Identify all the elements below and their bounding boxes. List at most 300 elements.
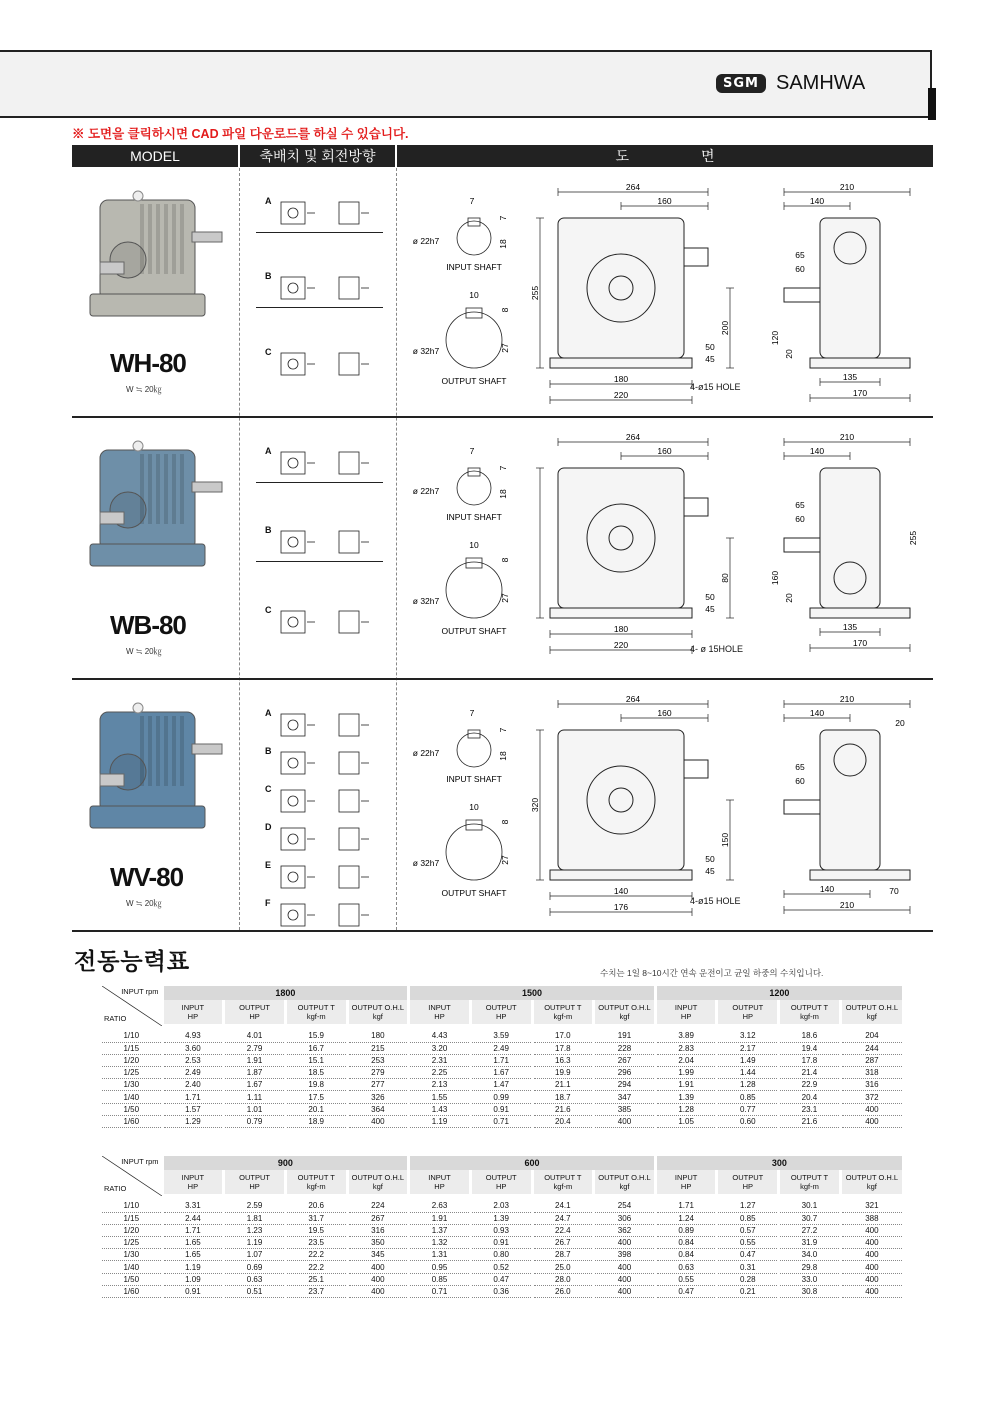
mount-diagram-icon (275, 529, 375, 557)
table-cell: 398 (594, 1249, 656, 1261)
dimension-label: 60 (795, 264, 805, 274)
table-cell: 30.7 (779, 1212, 841, 1224)
output-shaft-label: OUTPUT SHAFT (441, 888, 507, 898)
table-cell: 17.5 (285, 1091, 347, 1103)
table-cell: 400 (840, 1103, 902, 1115)
hole-label: 4-ø15 HOLE (690, 896, 741, 906)
table-note: 수치는 1일 8~10시간 연속 운전이고 균일 하중의 수치입니다. (600, 968, 824, 978)
ratio-cell: 1/15 (102, 1042, 162, 1054)
table-cell: 16.3 (532, 1054, 594, 1066)
dimension-label: 220 (613, 390, 629, 400)
table-cell: 28.7 (532, 1249, 594, 1261)
table-cell: 1.44 (717, 1067, 779, 1079)
dimension-label: 135 (842, 622, 858, 632)
mount-variant-label: F (265, 898, 271, 908)
table-cell: 0.55 (655, 1273, 717, 1285)
table-cell: 400 (347, 1115, 409, 1127)
table-cell: 17.8 (779, 1054, 841, 1066)
table-cell: 1.87 (224, 1067, 286, 1079)
mount-variant-label: C (265, 346, 272, 357)
column-sub-header: OUTPUT T kgf-m (532, 1000, 594, 1024)
table-cell: 15.9 (285, 1030, 347, 1042)
table-cell: 1.31 (409, 1249, 471, 1261)
dimension-label: 10 (469, 290, 479, 300)
table-cell: 0.47 (470, 1273, 532, 1285)
table-row (102, 1273, 902, 1285)
rpm-group-header: 600 (409, 1156, 656, 1170)
ratio-cell: 1/30 (102, 1249, 162, 1261)
model-name: WH-80 (110, 348, 186, 378)
table-cell: 204 (840, 1030, 902, 1042)
dimension-label: 140 (809, 446, 825, 456)
table-cell: 345 (347, 1249, 409, 1261)
table-cell: 3.89 (655, 1030, 717, 1042)
table-cell: 1.01 (224, 1103, 286, 1115)
table-cell: 21.6 (532, 1103, 594, 1115)
dimension-label: 8 (500, 819, 510, 825)
input-shaft-label: INPUT SHAFT (446, 774, 502, 784)
column-header-drawing: 도면 (397, 145, 933, 167)
table-cell: 1.09 (162, 1273, 224, 1285)
dimension-label: 140 (613, 886, 629, 896)
table-cell: 16.7 (285, 1042, 347, 1054)
table-cell: 400 (594, 1115, 656, 1127)
table-cell: 22.4 (532, 1224, 594, 1236)
column-sub-header: INPUT HP (655, 1170, 717, 1194)
table-cell: 228 (594, 1042, 656, 1054)
model-weight: W ≒ 20㎏ (126, 647, 162, 656)
dimension-label: 27 (500, 343, 510, 353)
dimension-label: 320 (530, 797, 540, 813)
table-row (102, 1285, 902, 1297)
table-cell: 0.95 (409, 1261, 471, 1273)
table-cell: 1.67 (224, 1079, 286, 1091)
column-header-model: MODEL (72, 145, 238, 167)
ratio-caption: RATIO (104, 1184, 127, 1193)
dimension-label: 150 (720, 832, 730, 848)
table-cell: 1.81 (224, 1212, 286, 1224)
table-cell: 400 (840, 1273, 902, 1285)
table-cell: 316 (347, 1224, 409, 1236)
dimension-label: 135 (842, 372, 858, 382)
dimension-label: 18 (498, 751, 508, 761)
ratio-cell: 1/20 (102, 1224, 162, 1236)
output-shaft-label: OUTPUT SHAFT (441, 376, 507, 386)
dimension-label: 70 (889, 886, 899, 896)
table-cell: 1.29 (162, 1115, 224, 1127)
ratio-cell: 1/60 (102, 1115, 162, 1127)
dimension-label: 176 (613, 902, 629, 912)
column-sub-header: OUTPUT O.H.L kgf (840, 1170, 902, 1194)
table-cell: 267 (347, 1212, 409, 1224)
input-shaft-label: INPUT SHAFT (446, 262, 502, 272)
table-cell: 3.12 (717, 1030, 779, 1042)
table-row (102, 1054, 902, 1066)
brand-logo: SGM (716, 74, 766, 93)
table-cell: 400 (594, 1261, 656, 1273)
table-cell: 24.1 (532, 1200, 594, 1212)
table-cell: 25.1 (285, 1273, 347, 1285)
table-cell: 400 (840, 1224, 902, 1236)
mount-diagram-icon (275, 609, 375, 637)
table-cell: 1.27 (717, 1200, 779, 1212)
table-cell: 20.1 (285, 1103, 347, 1115)
table-cell: 0.47 (655, 1285, 717, 1297)
table-cell: 1.91 (409, 1212, 471, 1224)
dimension-label: 8 (500, 557, 510, 563)
gearbox-photo (80, 432, 230, 582)
table-cell: 400 (840, 1115, 902, 1127)
table-cell: 18.7 (532, 1091, 594, 1103)
table-cell: 316 (840, 1079, 902, 1091)
table-cell: 31.9 (779, 1237, 841, 1249)
front-view-drawing (520, 178, 750, 408)
table-corner-header (102, 1156, 162, 1194)
column-sub-header: OUTPUT T kgf-m (285, 1170, 347, 1194)
table-cell: 2.03 (470, 1200, 532, 1212)
table-cell: 0.79 (224, 1115, 286, 1127)
table-cell: 1.91 (655, 1079, 717, 1091)
rpm-group-header: 1200 (655, 986, 902, 1000)
table-cell: 1.55 (409, 1091, 471, 1103)
dimension-label: 60 (795, 776, 805, 786)
table-cell: 18.9 (285, 1115, 347, 1127)
dimension-label: 65 (795, 250, 805, 260)
model-weight: W ≒ 20㎏ (126, 899, 162, 908)
table-cell: 254 (594, 1200, 656, 1212)
table-cell: 0.84 (655, 1237, 717, 1249)
table-cell: 0.85 (409, 1273, 471, 1285)
table-cell: 1.19 (224, 1237, 286, 1249)
column-divider (239, 168, 240, 930)
table-cell: 400 (594, 1237, 656, 1249)
row-separator (72, 678, 933, 680)
table-cell: 0.57 (717, 1224, 779, 1236)
table-cell: 2.31 (409, 1054, 471, 1066)
table-cell: 19.9 (532, 1067, 594, 1079)
output-shaft-label: OUTPUT SHAFT (441, 626, 507, 636)
dimension-label: 45 (705, 354, 715, 364)
table-cell: 4.43 (409, 1030, 471, 1042)
ratio-cell: 1/10 (102, 1030, 162, 1042)
ratio-cell: 1/15 (102, 1212, 162, 1224)
column-sub-header: OUTPUT O.H.L kgf (594, 1000, 656, 1024)
column-sub-header: INPUT HP (409, 1000, 471, 1024)
dimension-label: 80 (720, 573, 730, 583)
table-cell: 1.65 (162, 1249, 224, 1261)
table-cell: 30.1 (779, 1200, 841, 1212)
table-row (102, 1237, 902, 1249)
column-sub-header: OUTPUT HP (717, 1170, 779, 1194)
table-cell: 22.2 (285, 1249, 347, 1261)
table-cell: 26.0 (532, 1285, 594, 1297)
column-sub-header: OUTPUT HP (470, 1170, 532, 1194)
column-header-mount: 축배치 및 회전방향 (240, 145, 395, 167)
table-cell: 318 (840, 1067, 902, 1079)
table-cell: 2.63 (409, 1200, 471, 1212)
dimension-label: 264 (625, 694, 641, 704)
table-cell: 400 (594, 1285, 656, 1297)
table-cell: 23.5 (285, 1237, 347, 1249)
column-divider (396, 168, 397, 930)
dimension-label: 140 (819, 884, 835, 894)
table-cell: 362 (594, 1224, 656, 1236)
shaft-drawing (404, 190, 514, 400)
mount-separator (256, 307, 383, 308)
column-sub-header: OUTPUT HP (224, 1170, 286, 1194)
cad-download-notice: ※ 도면을 클릭하시면 CAD 파일 다운로드를 하실 수 있습니다. (72, 127, 409, 141)
table-cell: 253 (347, 1054, 409, 1066)
dimension-label: 50 (705, 342, 715, 352)
dimension-label: ø 22h7 (412, 748, 440, 758)
table-cell: 2.49 (470, 1042, 532, 1054)
column-sub-header: OUTPUT O.H.L kgf (594, 1170, 656, 1194)
table-cell: 2.59 (224, 1200, 286, 1212)
mount-diagram-icon (275, 450, 375, 478)
table-cell: 4.93 (162, 1030, 224, 1042)
table-cell: 215 (347, 1042, 409, 1054)
table-cell: 0.99 (470, 1091, 532, 1103)
dimension-label: 65 (795, 762, 805, 772)
table-cell: 0.55 (717, 1237, 779, 1249)
input-shaft-label: INPUT SHAFT (446, 512, 502, 522)
table-cell: 2.53 (162, 1054, 224, 1066)
table-cell: 1.99 (655, 1067, 717, 1079)
table-cell: 0.47 (717, 1249, 779, 1261)
column-sub-header: OUTPUT HP (470, 1000, 532, 1024)
table-cell: 400 (840, 1237, 902, 1249)
table-cell: 1.71 (655, 1200, 717, 1212)
dimension-label: 160 (657, 196, 672, 206)
table-row (102, 1042, 902, 1054)
table-row (102, 1115, 902, 1127)
column-sub-header: OUTPUT O.H.L kgf (840, 1000, 902, 1024)
table-cell: 17.0 (532, 1030, 594, 1042)
table-cell: 31.7 (285, 1212, 347, 1224)
dimension-label: 210 (839, 182, 855, 192)
table-cell: 25.0 (532, 1261, 594, 1273)
table-cell: 1.23 (224, 1224, 286, 1236)
table-cell: 224 (347, 1200, 409, 1212)
table-cell: 0.85 (717, 1212, 779, 1224)
table-cell: 347 (594, 1091, 656, 1103)
dimension-label: 18 (498, 489, 508, 499)
table-cell: 0.91 (470, 1237, 532, 1249)
table-cell: 2.17 (717, 1042, 779, 1054)
table-cell: 400 (840, 1261, 902, 1273)
dimension-label: 45 (705, 866, 715, 876)
dimension-label: 170 (852, 388, 868, 398)
mount-variant-label: B (265, 746, 272, 756)
banner-corner-mark (928, 88, 936, 120)
ratio-cell: 1/30 (102, 1079, 162, 1091)
table-cell: 267 (594, 1054, 656, 1066)
dimension-label: ø 22h7 (412, 236, 440, 246)
table-cell: 0.71 (470, 1115, 532, 1127)
table-cell: 0.63 (655, 1261, 717, 1273)
mount-separator (256, 482, 383, 483)
dimension-label: 255 (530, 285, 540, 301)
dimension-label: 170 (852, 638, 868, 648)
dimension-label: 7 (469, 446, 475, 456)
table-cell: 306 (594, 1212, 656, 1224)
dimension-label: 65 (795, 500, 805, 510)
gearbox-photo (80, 694, 230, 844)
table-row (102, 1103, 902, 1115)
dimension-label: 27 (500, 593, 510, 603)
mount-variant-label: A (265, 196, 272, 206)
dimension-label: ø 32h7 (412, 858, 440, 868)
model-name: WB-80 (110, 610, 186, 640)
table-cell: 20.4 (532, 1115, 594, 1127)
dimension-label: 200 (720, 320, 730, 336)
rpm-group-header: 1800 (162, 986, 409, 1000)
brand-name: SAMHWA (775, 72, 866, 94)
rpm-group-header: 900 (162, 1156, 409, 1170)
shaft-drawing (404, 702, 514, 912)
table-cell: 30.8 (779, 1285, 841, 1297)
table-cell: 0.36 (470, 1285, 532, 1297)
table-cell: 296 (594, 1067, 656, 1079)
dimension-label: 210 (839, 432, 855, 442)
side-view-drawing (770, 690, 920, 920)
table-cell: 1.07 (224, 1249, 286, 1261)
ratio-cell: 1/50 (102, 1273, 162, 1285)
table-cell: 1.28 (717, 1079, 779, 1091)
table-cell: 2.40 (162, 1079, 224, 1091)
table-cell: 20.6 (285, 1200, 347, 1212)
mount-diagram-icon (275, 275, 375, 303)
table-cell: 0.77 (717, 1103, 779, 1115)
table-cell: 2.13 (409, 1079, 471, 1091)
column-sub-header: OUTPUT T kgf-m (532, 1170, 594, 1194)
table-cell: 28.0 (532, 1273, 594, 1285)
mount-variant-label: B (265, 525, 272, 536)
table-cell: 294 (594, 1079, 656, 1091)
dimension-label: 10 (469, 802, 479, 812)
performance-table-1 (102, 986, 902, 1128)
front-view-drawing (520, 428, 750, 658)
shaft-drawing (404, 440, 514, 650)
table-cell: 1.37 (409, 1224, 471, 1236)
table-cell: 2.04 (655, 1054, 717, 1066)
ratio-cell: 1/10 (102, 1200, 162, 1212)
mount-diagram-icon (275, 200, 375, 228)
table-cell: 244 (840, 1042, 902, 1054)
dimension-label: 20 (784, 593, 794, 603)
mount-separator (256, 232, 383, 233)
table-cell: 2.44 (162, 1212, 224, 1224)
table-cell: 15.1 (285, 1054, 347, 1066)
table-cell: 17.8 (532, 1042, 594, 1054)
table-cell: 400 (347, 1261, 409, 1273)
column-sub-header: OUTPUT T kgf-m (779, 1170, 841, 1194)
table-cell: 21.4 (779, 1067, 841, 1079)
dimension-label: 120 (770, 330, 780, 346)
mount-diagram-icon (275, 788, 375, 816)
row-separator (72, 416, 933, 418)
table-cell: 287 (840, 1054, 902, 1066)
table-cell: 350 (347, 1237, 409, 1249)
column-sub-header: OUTPUT O.H.L kgf (347, 1000, 409, 1024)
table-cell: 400 (594, 1273, 656, 1285)
gearbox-photo (80, 182, 230, 332)
hole-label: 4-ø15 HOLE (690, 382, 741, 392)
dimension-label: 20 (784, 349, 794, 359)
table-cell: 388 (840, 1212, 902, 1224)
table-cell: 26.7 (532, 1237, 594, 1249)
table-cell: 22.9 (779, 1079, 841, 1091)
ratio-cell: 1/25 (102, 1237, 162, 1249)
table-cell: 2.25 (409, 1067, 471, 1079)
ratio-cell: 1/20 (102, 1054, 162, 1066)
table-cell: 364 (347, 1103, 409, 1115)
table-cell: 400 (840, 1249, 902, 1261)
brand (716, 72, 865, 95)
table-cell: 372 (840, 1091, 902, 1103)
column-sub-header: OUTPUT T kgf-m (779, 1000, 841, 1024)
dimension-label: ø 22h7 (412, 486, 440, 496)
column-sub-header: OUTPUT HP (717, 1000, 779, 1024)
table-cell: 400 (347, 1273, 409, 1285)
table-row (102, 1249, 902, 1261)
table-cell: 1.57 (162, 1103, 224, 1115)
ratio-cell: 1/25 (102, 1067, 162, 1079)
front-view-drawing (520, 690, 750, 920)
table-cell: 34.0 (779, 1249, 841, 1261)
table-cell: 1.47 (470, 1079, 532, 1091)
dimension-label: 210 (839, 694, 855, 704)
mount-variant-label: A (265, 446, 272, 456)
table-cell: 18.5 (285, 1067, 347, 1079)
table-cell: 0.28 (717, 1273, 779, 1285)
table-cell: 19.8 (285, 1079, 347, 1091)
table-cell: 1.39 (655, 1091, 717, 1103)
rpm-group-header: 300 (655, 1156, 902, 1170)
dimension-label: 18 (498, 239, 508, 249)
mount-diagram-icon (275, 351, 375, 379)
table-cell: 0.21 (717, 1285, 779, 1297)
table-cell: 1.65 (162, 1237, 224, 1249)
dimension-label: ø 32h7 (412, 346, 440, 356)
table-cell: 400 (840, 1285, 902, 1297)
table-cell: 1.49 (717, 1054, 779, 1066)
mount-variant-label: A (265, 708, 272, 718)
mount-diagram-icon (275, 864, 375, 892)
table-row (102, 1079, 902, 1091)
table-row (102, 1224, 902, 1236)
table-cell: 1.19 (409, 1115, 471, 1127)
table-cell: 191 (594, 1030, 656, 1042)
mount-variant-label: C (265, 784, 272, 794)
dimension-label: 180 (613, 374, 629, 384)
mount-diagram-icon (275, 826, 375, 854)
ratio-caption: RATIO (104, 1014, 127, 1023)
mount-diagram-icon (275, 750, 375, 778)
table-cell: 1.05 (655, 1115, 717, 1127)
model-name: WV-80 (110, 862, 184, 892)
table-cell: 1.24 (655, 1212, 717, 1224)
rpm-group-header: 1500 (409, 986, 656, 1000)
table-cell: 0.93 (470, 1224, 532, 1236)
mount-variant-label: E (265, 860, 272, 870)
table-cell: 279 (347, 1067, 409, 1079)
table-cell: 0.91 (470, 1103, 532, 1115)
dimension-label: 50 (705, 854, 715, 864)
input-rpm-caption: INPUT rpm (121, 987, 159, 996)
table-cell: 400 (347, 1285, 409, 1297)
table-cell: 1.19 (162, 1261, 224, 1273)
